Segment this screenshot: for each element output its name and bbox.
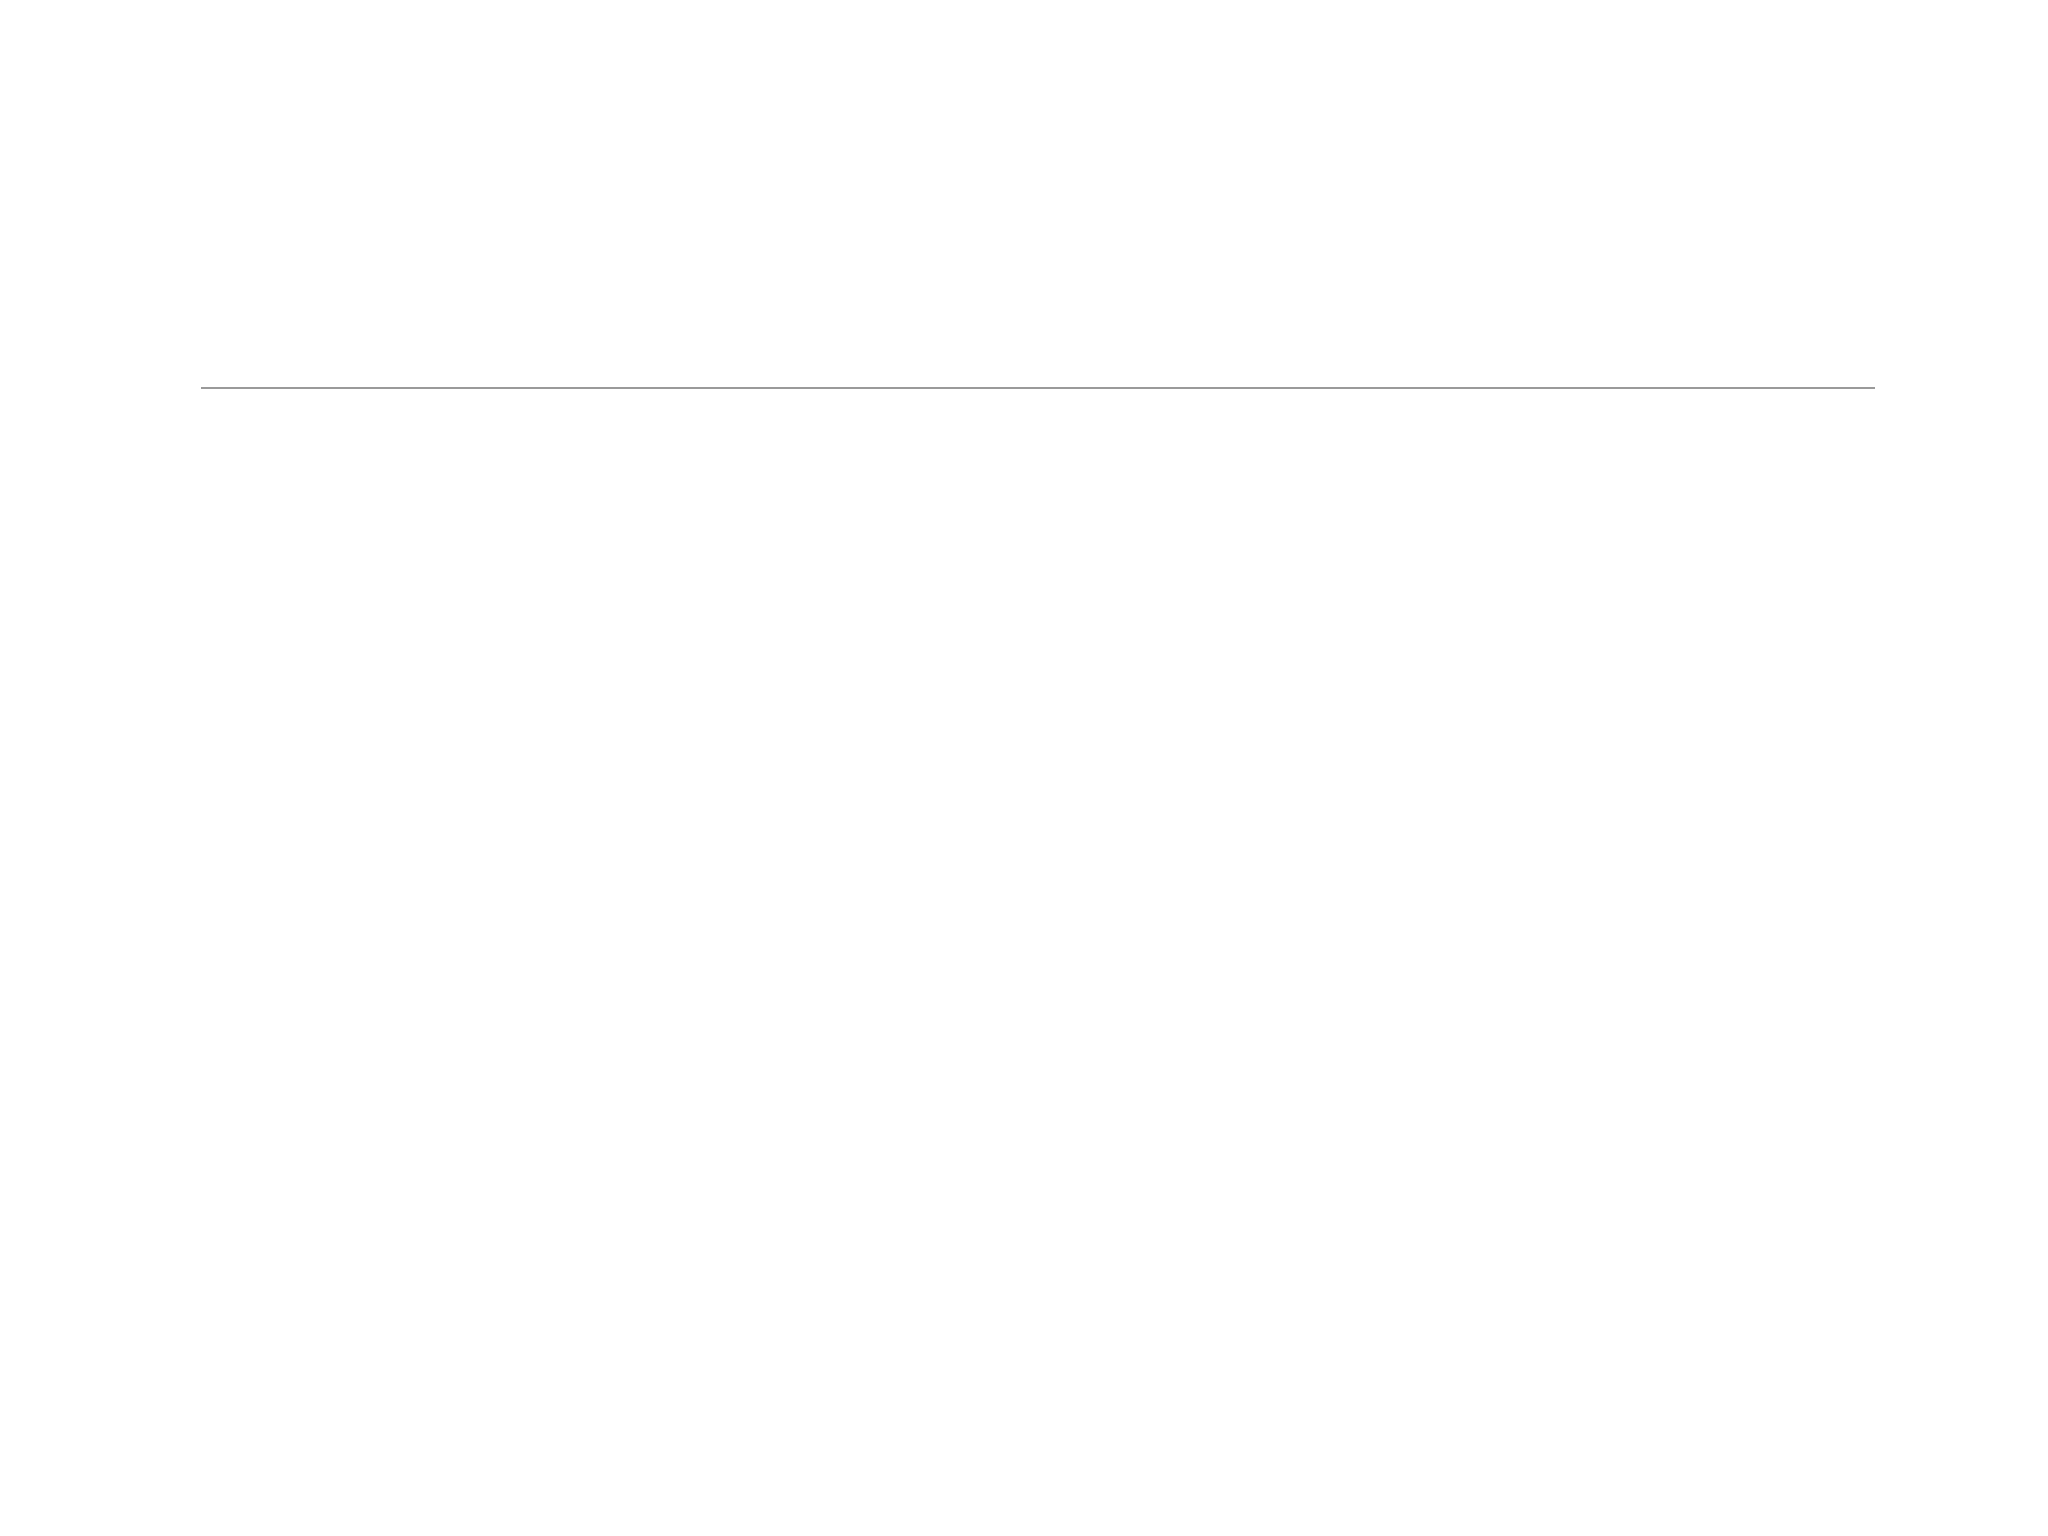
- footer-accent-stripe: [0, 1418, 2048, 1434]
- title-divider: [201, 387, 1875, 389]
- footer-band: [0, 1434, 2048, 1536]
